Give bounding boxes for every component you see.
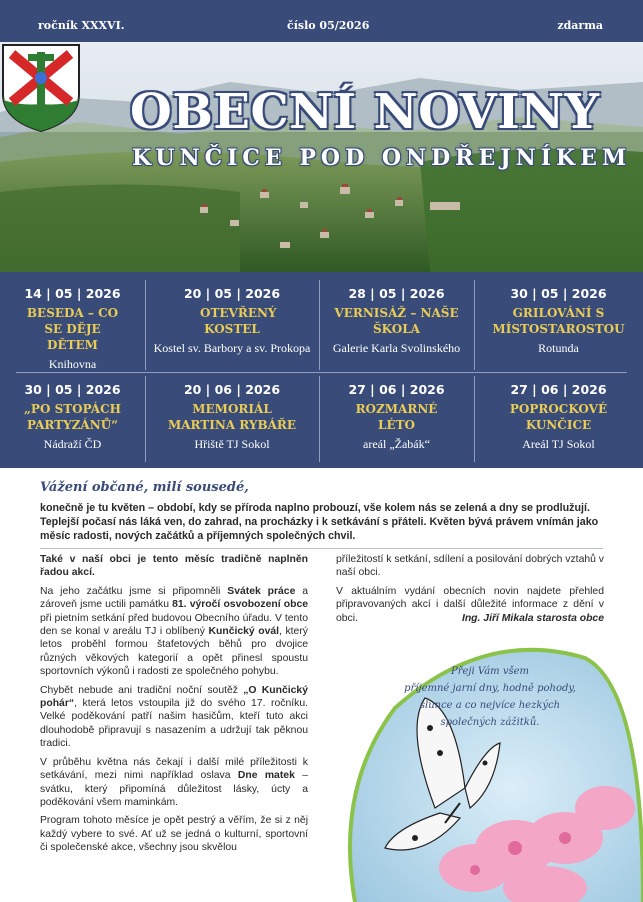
events-calendar (0, 272, 643, 468)
event-title: GRILOVÁNÍ S MÍSTOSTAROSTOU (492, 306, 625, 336)
volume-label: ročník XXXVI. (38, 19, 125, 32)
article-paragraph: Chybět nebude ani tradiční noční soutěž „O Kunčický pohár“, která letos vstoupila již do svého 17. ročníku. Velké poděkování patří našim hasičům, kteří tuto akci dlouhodobě připravují s nasazením a udržují tak pěknou tradici. (40, 684, 308, 750)
masthead-bar (0, 0, 643, 42)
article-intro: konečně je tu květen – období, kdy se příroda naplno probouzí, vše kolem nás se zelená a dny se prodlužují. Teplejší počasí nás láká ven, do zahrad, na procházky i k setkávání s přáteli. Květen bývá právem vnímán jako měsíc radosti, nových začátků a příjemných společných chvil. (40, 502, 599, 542)
municipal-crest-icon (0, 42, 82, 134)
newspaper-title: OBECNÍ NOVINY (130, 84, 600, 140)
event-place: Kostel sv. Barbory a sv. Prokopa (153, 341, 311, 355)
event-title: OTEVŘENÝ KOSTEL (200, 306, 277, 336)
mayor-signature: Ing. Jiří Mikala starosta obce (461, 613, 604, 625)
event-place: Knihovna (48, 357, 97, 371)
hero-banner (0, 42, 643, 272)
article-column-right (336, 553, 604, 630)
newspaper-subtitle: KUNČICE POD ONDŘEJNÍKEM (132, 145, 632, 171)
event-item[interactable] (474, 272, 643, 356)
event-date: 27 | 06 | 2026 (348, 382, 445, 397)
event-date: 20 | 05 | 2026 (183, 286, 281, 301)
divider (40, 548, 603, 549)
event-item[interactable] (145, 368, 319, 452)
issue-number: číslo 05/2026 (287, 19, 370, 32)
event-place: Areál TJ Sokol (522, 437, 595, 451)
event-title: BESEDA – CO SE DĚJE DĚTEM (26, 306, 119, 352)
event-item[interactable] (145, 272, 319, 356)
event-date: 30 | 05 | 2026 (510, 286, 607, 301)
event-place: Nádraží ČD (43, 437, 102, 451)
article-column-left (40, 553, 308, 860)
greeting-wish: Přeji Vám všem příjemné jarní dny, hodně pohody, slunce a co nejvíce hezkých společných zážitků. (404, 666, 576, 728)
event-place: areál „Žabák“ (363, 437, 430, 451)
event-date: 27 | 06 | 2026 (510, 382, 607, 397)
article-paragraph: příležitostí k setkání, sdílení a posilování dobrých vztahů v naší obci. (336, 554, 604, 579)
event-title: MEMORIÁL MARTINA RYBÁŘE (167, 402, 297, 432)
event-item[interactable] (474, 368, 643, 452)
article-paragraph: Program tohoto měsíce je opět pestrý a věřím, že si z něj každý vybere to své. Ať už se jedná o kulturní, sportovní či společenské akce, všechny jsou skvělou (40, 815, 308, 854)
event-item[interactable] (0, 368, 145, 452)
event-date: 20 | 06 | 2026 (183, 382, 281, 397)
event-title: VERNISÁŽ – NAŠE ŠKOLA (334, 306, 459, 336)
event-item[interactable] (319, 368, 474, 452)
event-title: ROZMARNÉ LÉTO (355, 402, 438, 432)
article-paragraph: Na jeho začátku jsme si připomněli Svátek práce a zároveň jsme uctili památku 81. výročí osvobození obce při pietním setkání před budovou Obecního úřadu. V tento den se konal v areálu TJ i oblíbený Kunčický ovál, který letos proběhl formou štafetových běhů pro dvojice různých věkových kategorií a opět přinesl spoustu sportovních výkonů i radosti ze společného pohybu. (40, 585, 308, 678)
event-item[interactable] (0, 272, 145, 372)
event-title: „PO STOPÁCH PARTYZÁNŮ“ (24, 402, 121, 432)
event-date: 30 | 05 | 2026 (24, 382, 121, 397)
article-paragraph: V aktuálním vydání obecních novin najdete přehled připravovaných akcí i další důležité informace z dění v obci. (336, 585, 604, 624)
event-title: POPROCKOVÉ KUNČICE (509, 402, 608, 432)
article-paragraph: V průběhu května nás čekají i další milé příležitosti k setkávání, mezi nimi například oslava Dne matek – svátku, který připomíná důležitost lásky, úcty a poděkování všem maminkám. (40, 756, 308, 808)
event-item[interactable] (319, 272, 474, 356)
event-place: Rotunda (538, 341, 579, 355)
event-place: Galerie Karla Svolinského (332, 341, 461, 355)
event-date: 14 | 05 | 2026 (24, 286, 121, 301)
event-date: 28 | 05 | 2026 (348, 286, 445, 301)
price-label: zdarma (557, 19, 603, 32)
article-greeting: Vážení občané, milí sousedé, (40, 480, 249, 495)
article-lead: Také v naší obci je tento měsíc tradičně naplněn řadou akcí. (40, 554, 308, 579)
event-place: Hřiště TJ Sokol (194, 437, 270, 451)
